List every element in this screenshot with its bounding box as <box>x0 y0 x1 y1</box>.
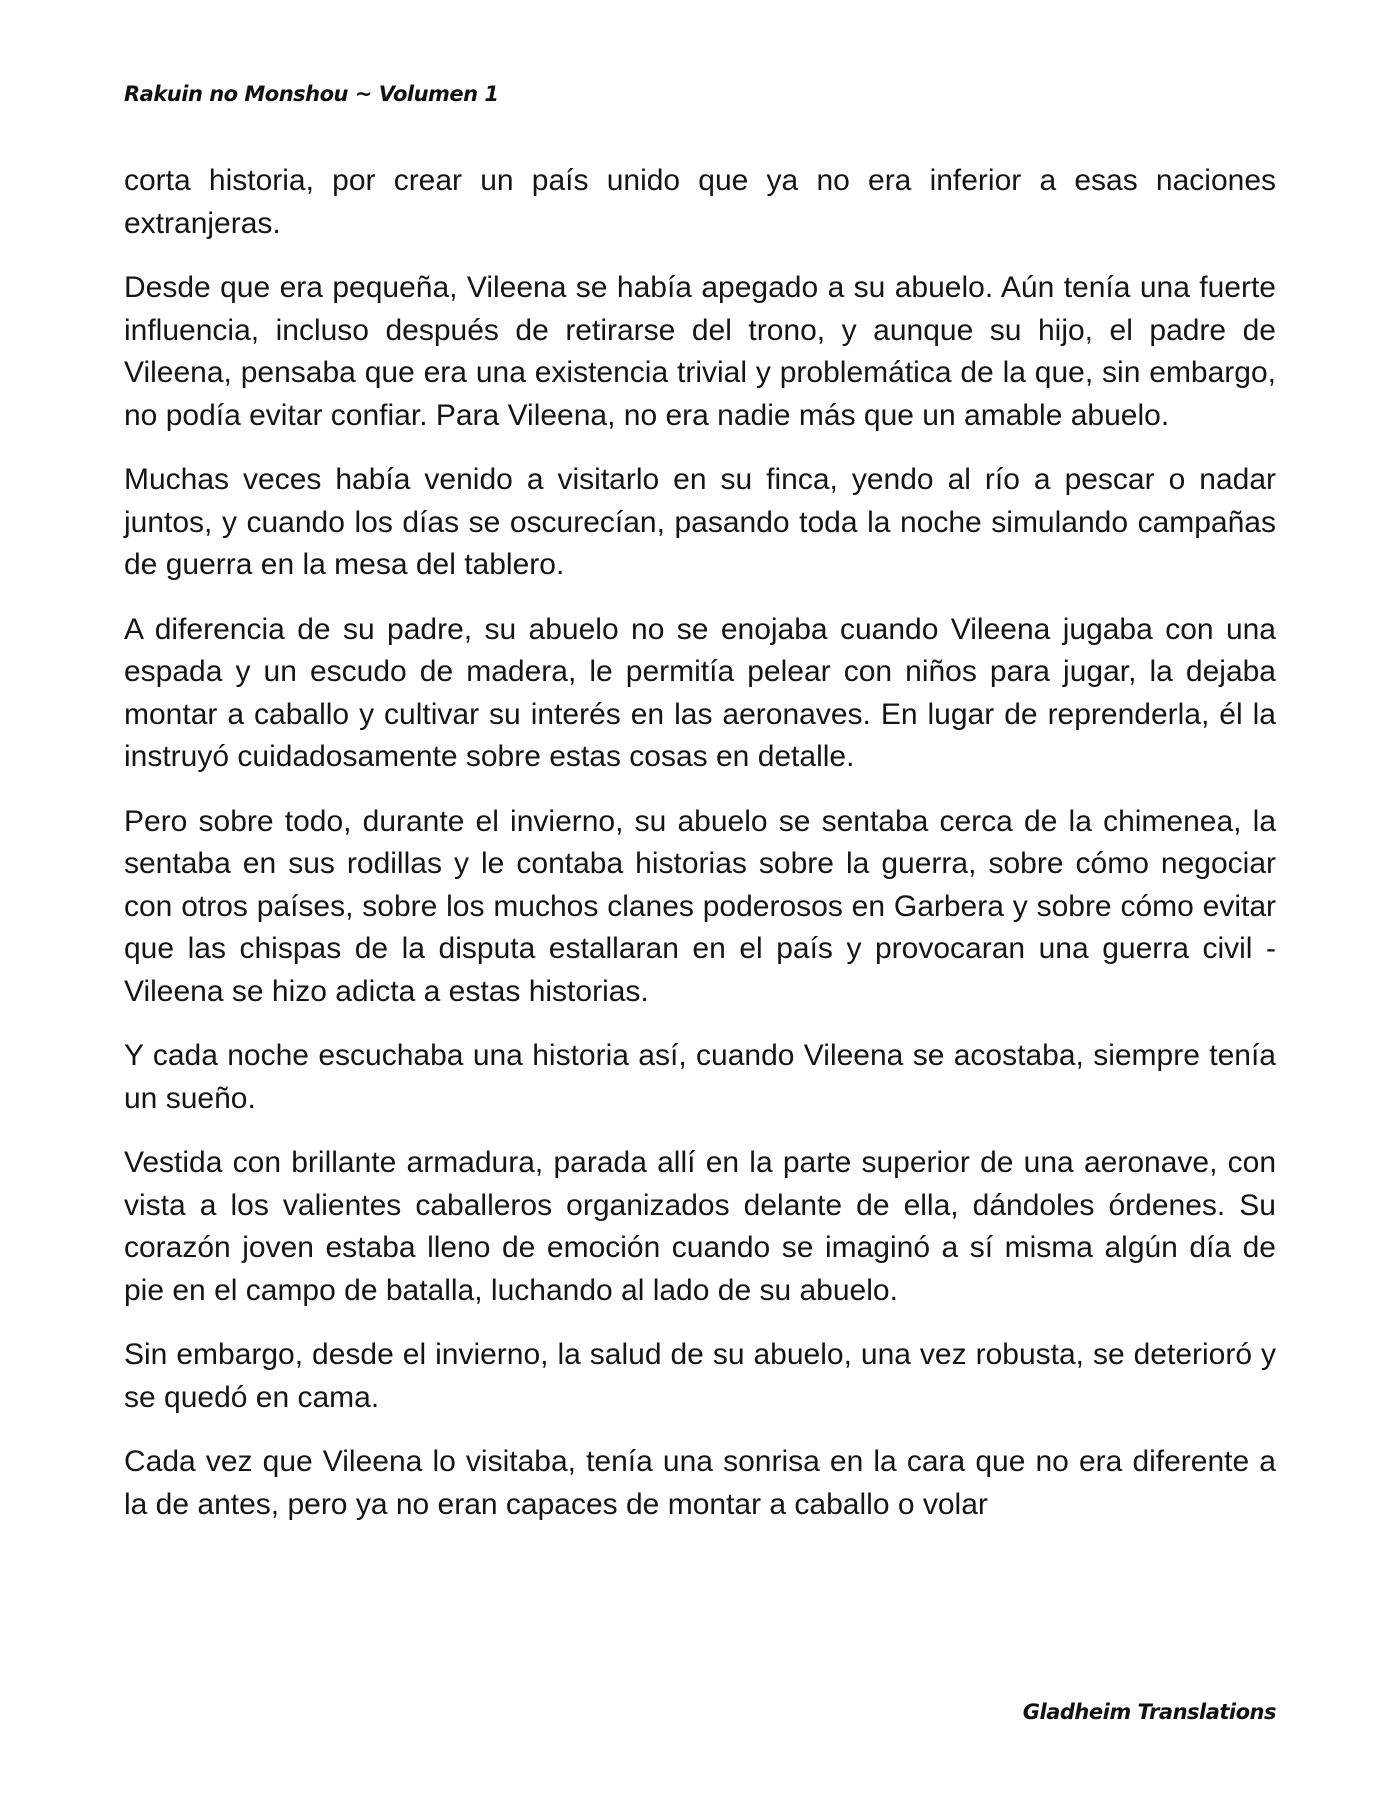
paragraph: Y cada noche escuchaba una historia así, cuando Vileena se acostaba, siempre tenía un sueño. <box>124 1039 1276 1115</box>
page-footer-credit: Gladheim Translations <box>1022 1700 1276 1724</box>
paragraph: A diferencia de su padre, su abuelo no se enojaba cuando Vileena jugaba con una espada y un escudo de madera, le permitía pelear con niños para jugar, la dejaba montar a caballo y cultivar su interés en las aeronaves. En lugar de reprenderla, él la instruyó cuidadosamente sobre estas cosas en detalle. <box>124 612 1276 773</box>
document-body <box>124 160 1276 1548</box>
paragraph: Vestida con brillante armadura, parada allí en la parte superior de una aeronave, con vista a los valientes caballeros organizados delante de ella, dándoles órdenes. Su corazón joven estaba lleno de emoción cuando se imaginó a sí misma algún día de pie en el campo de batalla, luchando al lado de su abuelo. <box>124 1146 1276 1307</box>
paragraph: Cada vez que Vileena lo visitaba, tenía una sonrisa en la cara que no era diferente a la de antes, pero ya no eran capaces de montar a caballo o volar <box>124 1445 1276 1521</box>
paragraph: Sin embargo, desde el invierno, la salud de su abuelo, una vez robusta, se deterioró y se quedó en cama. <box>124 1338 1276 1414</box>
paragraph: corta historia, por crear un país unido que ya no era inferior a esas naciones extranjeras. <box>124 164 1276 240</box>
paragraph: Pero sobre todo, durante el invierno, su abuelo se sentaba cerca de la chimenea, la sentaba en sus rodillas y le contaba historias sobre la guerra, sobre cómo negociar con otros países, sobre los muchos clanes poderosos en Garbera y sobre cómo evitar que las chispas de la disputa estallaran en el país y provocaran una guerra civil - Vileena se hizo adicta a estas historias. <box>124 804 1276 1008</box>
page-header-title: Rakuin no Monshou ~ Volumen 1 <box>124 82 499 106</box>
paragraph: Muchas veces había venido a visitarlo en su finca, yendo al río a pescar o nadar juntos, y cuando los días se oscurecían, pasando toda la noche simulando campañas de guerra en la mesa del tablero. <box>124 463 1276 581</box>
paragraph: Desde que era pequeña, Vileena se había apegado a su abuelo. Aún tenía una fuerte influencia, incluso después de retirarse del trono, y aunque su hijo, el padre de Vileena, pensaba que era una existencia trivial y problemática de la que, sin embargo, no podía evitar confiar. Para Vileena, no era nadie más que un amable abuelo. <box>124 271 1276 432</box>
